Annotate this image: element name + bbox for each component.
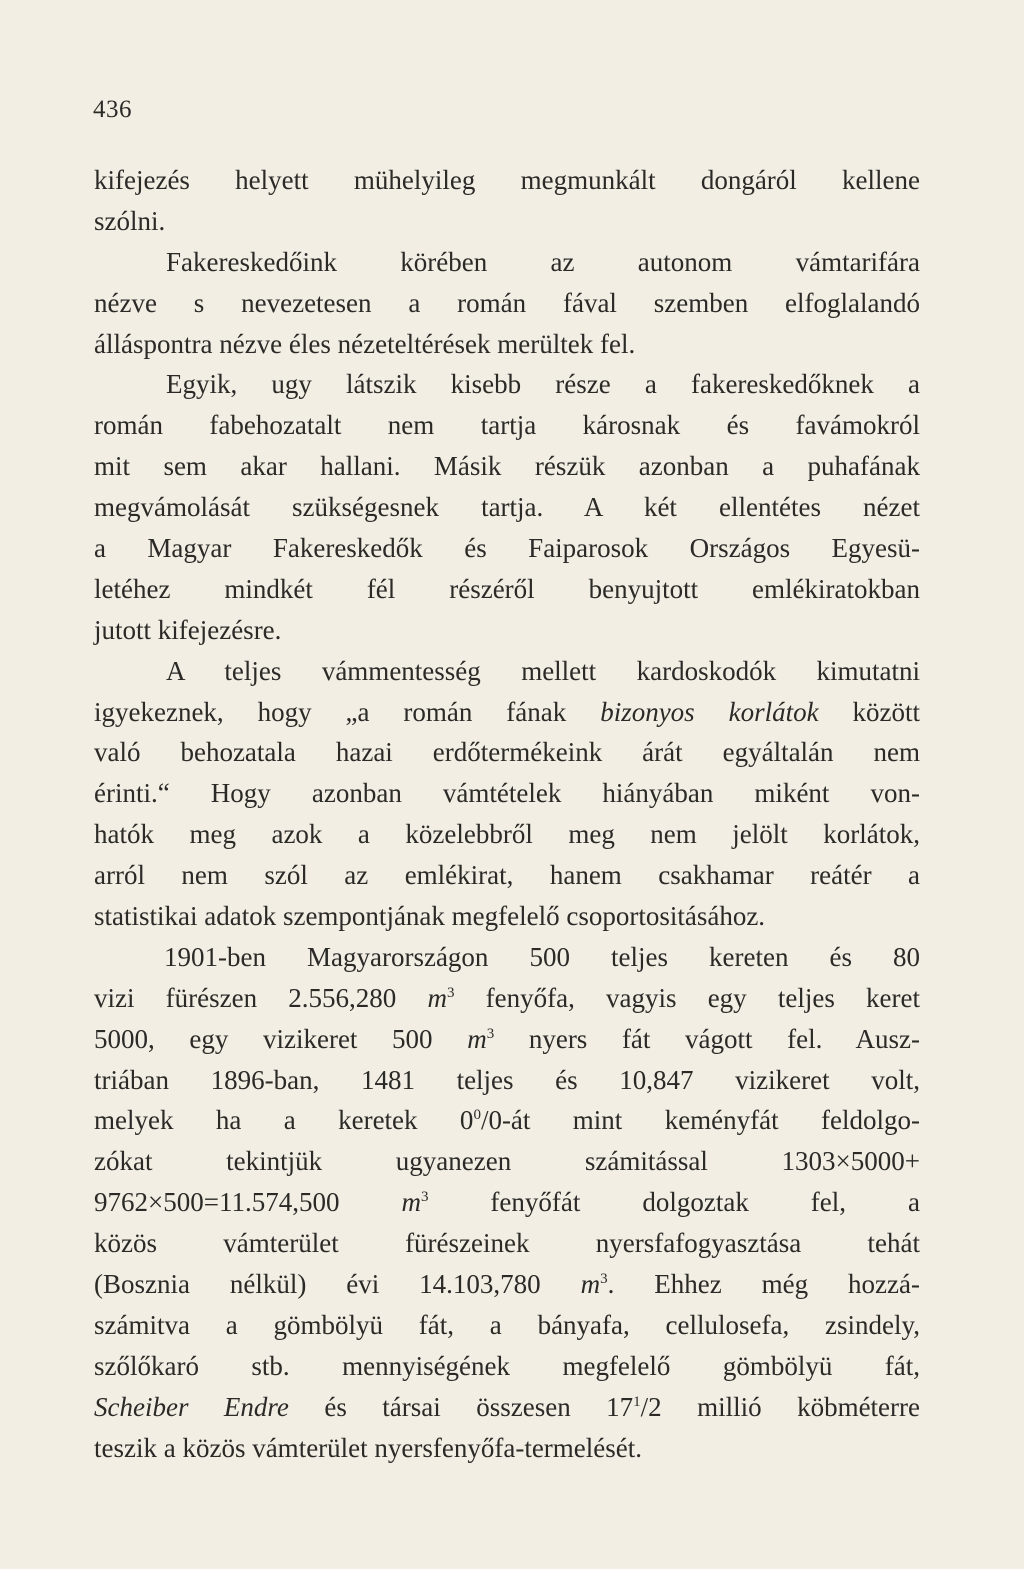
text-line (94, 405, 920, 446)
line-text: kifejezés helyett mühelyileg megmunkált dongáról kellene (94, 165, 920, 195)
text-line (94, 1182, 920, 1223)
text-line (94, 1305, 920, 1346)
text-line (94, 528, 920, 569)
text-line (94, 1223, 920, 1264)
line-text: igyekeznek, hogy „a román fának (94, 696, 601, 727)
line-text: melyek ha a keretek 0 (94, 1105, 474, 1136)
superscript: 1 (633, 1393, 641, 1410)
line-text: és társai összesen 17 (288, 1391, 634, 1422)
text-line (94, 610, 920, 651)
text-line (94, 1100, 920, 1141)
text-line (94, 1264, 920, 1305)
text-line (94, 1060, 920, 1101)
italic-text: m (580, 1269, 601, 1300)
line-text: között (818, 696, 920, 727)
text-line (94, 855, 920, 896)
line-text: /0-át mint keményfát feldolgo- (480, 1105, 920, 1136)
line-text: 1901-ben Magyarországon 500 teljes kereten és 80 (164, 941, 920, 972)
text-line (94, 283, 920, 324)
text-line (94, 692, 920, 733)
line-text: arról nem szól az emlékirat, hanem csakhamar reátér a (94, 860, 920, 891)
line-text: Egyik, ugy látszik kisebb része a fakereskedőknek a (166, 369, 920, 400)
line-text: hatók meg azok a közelebbről meg nem jelölt korlátok, (94, 819, 920, 850)
line-text: szőlőkaró stb. mennyiségének megfelelő gömbölyü fát, (94, 1350, 920, 1381)
italic-text: bizonyos korlátok (600, 696, 819, 727)
text-line (94, 1428, 920, 1469)
text-line (94, 201, 920, 242)
superscript: 3 (600, 1271, 608, 1288)
line-text: 5000, egy vizikeret 500 (94, 1023, 468, 1054)
line-text: a Magyar Fakereskedők és Faiparosok Országos Egyesü- (94, 533, 920, 564)
text-line (94, 732, 920, 773)
superscript: 0 (473, 1107, 481, 1124)
line-text: fenyőfa, vagyis egy teljes keret (454, 982, 920, 1013)
line-text: való behozatala hazai erdőtermékeink árát egyáltalán nem (94, 737, 920, 768)
line-text: zókat tekintjük ugyanezen számitással 1303×5000+ (94, 1146, 920, 1177)
italic-text: m (427, 982, 447, 1013)
line-text: nézve s nevezetesen a román fával szemben elfoglalandó (94, 287, 920, 318)
text-line (94, 364, 920, 405)
superscript: 3 (486, 1025, 495, 1042)
line-text: szólni. (94, 205, 166, 236)
line-text: (Bosznia nélkül) évi 14.103,780 (94, 1269, 581, 1300)
line-text: megvámolását szükségesnek tartja. A két ellentétes nézet (94, 492, 920, 523)
text-line (94, 814, 920, 855)
text-line (94, 896, 920, 937)
line-text: jutott kifejezésre. (94, 614, 282, 645)
text-line (94, 1346, 920, 1387)
line-text: Fakereskedőink körében az autonom vámtarifára (166, 246, 920, 277)
text-line (94, 1141, 920, 1182)
line-text: . Ehhez még hozzá- (607, 1269, 920, 1300)
text-line (94, 978, 920, 1019)
superscript: 3 (446, 984, 455, 1001)
line-text: fenyőfát dolgoztak fel, a (428, 1187, 920, 1218)
line-text: statistikai adatok szempontjának megfelelő csoportositásához. (94, 901, 766, 932)
text-line (94, 487, 920, 528)
superscript: 3 (420, 1189, 429, 1206)
line-text: teszik a közös vámterület nyersfenyőfa-termelését. (94, 1432, 643, 1463)
italic-text: m (401, 1187, 421, 1218)
page-number: 436 (93, 96, 132, 123)
text-line (94, 569, 920, 610)
line-text: román fabehozatalt nem tartja károsnak és favámokról (94, 410, 920, 441)
page-text (94, 160, 920, 1469)
italic-text: Scheiber Endre (94, 1391, 289, 1422)
italic-text: m (467, 1023, 487, 1054)
line-text: érinti.“ Hogy azonban vámtételek hiányában miként von- (94, 778, 920, 809)
line-text: letéhez mindkét fél részéről benyujtott emlékiratokban (94, 573, 920, 604)
text-line (94, 651, 920, 692)
text-line (94, 242, 920, 283)
line-text: vizi fürészen 2.556,280 (94, 982, 428, 1013)
text-line (94, 773, 920, 814)
line-text: triában 1896-ban, 1481 teljes és 10,847 vizikeret volt, (94, 1064, 920, 1095)
line-text: /2 millió köbméterre (640, 1391, 921, 1422)
line-text: mit sem akar hallani. Másik részük azonban a puhafának (94, 451, 920, 482)
text-line (94, 1019, 920, 1060)
line-text: közös vámterület fürészeinek nyersfafogyasztása tehát (94, 1228, 920, 1259)
line-text: 9762×500=11.574,500 (94, 1187, 402, 1218)
text-line (94, 446, 920, 487)
line-text: A teljes vámmentesség mellett kardoskodók kimutatni (166, 655, 920, 686)
text-line (94, 1387, 920, 1428)
text-line (94, 160, 920, 201)
text-line (94, 324, 920, 365)
line-text: álláspontra nézve éles nézeteltérések merültek fel. (94, 328, 636, 359)
text-line (94, 937, 920, 978)
line-text: nyers fát vágott fel. Ausz- (494, 1023, 921, 1054)
line-text: számitva a gömbölyü fát, a bányafa, cellulosefa, zsindely, (94, 1309, 920, 1340)
